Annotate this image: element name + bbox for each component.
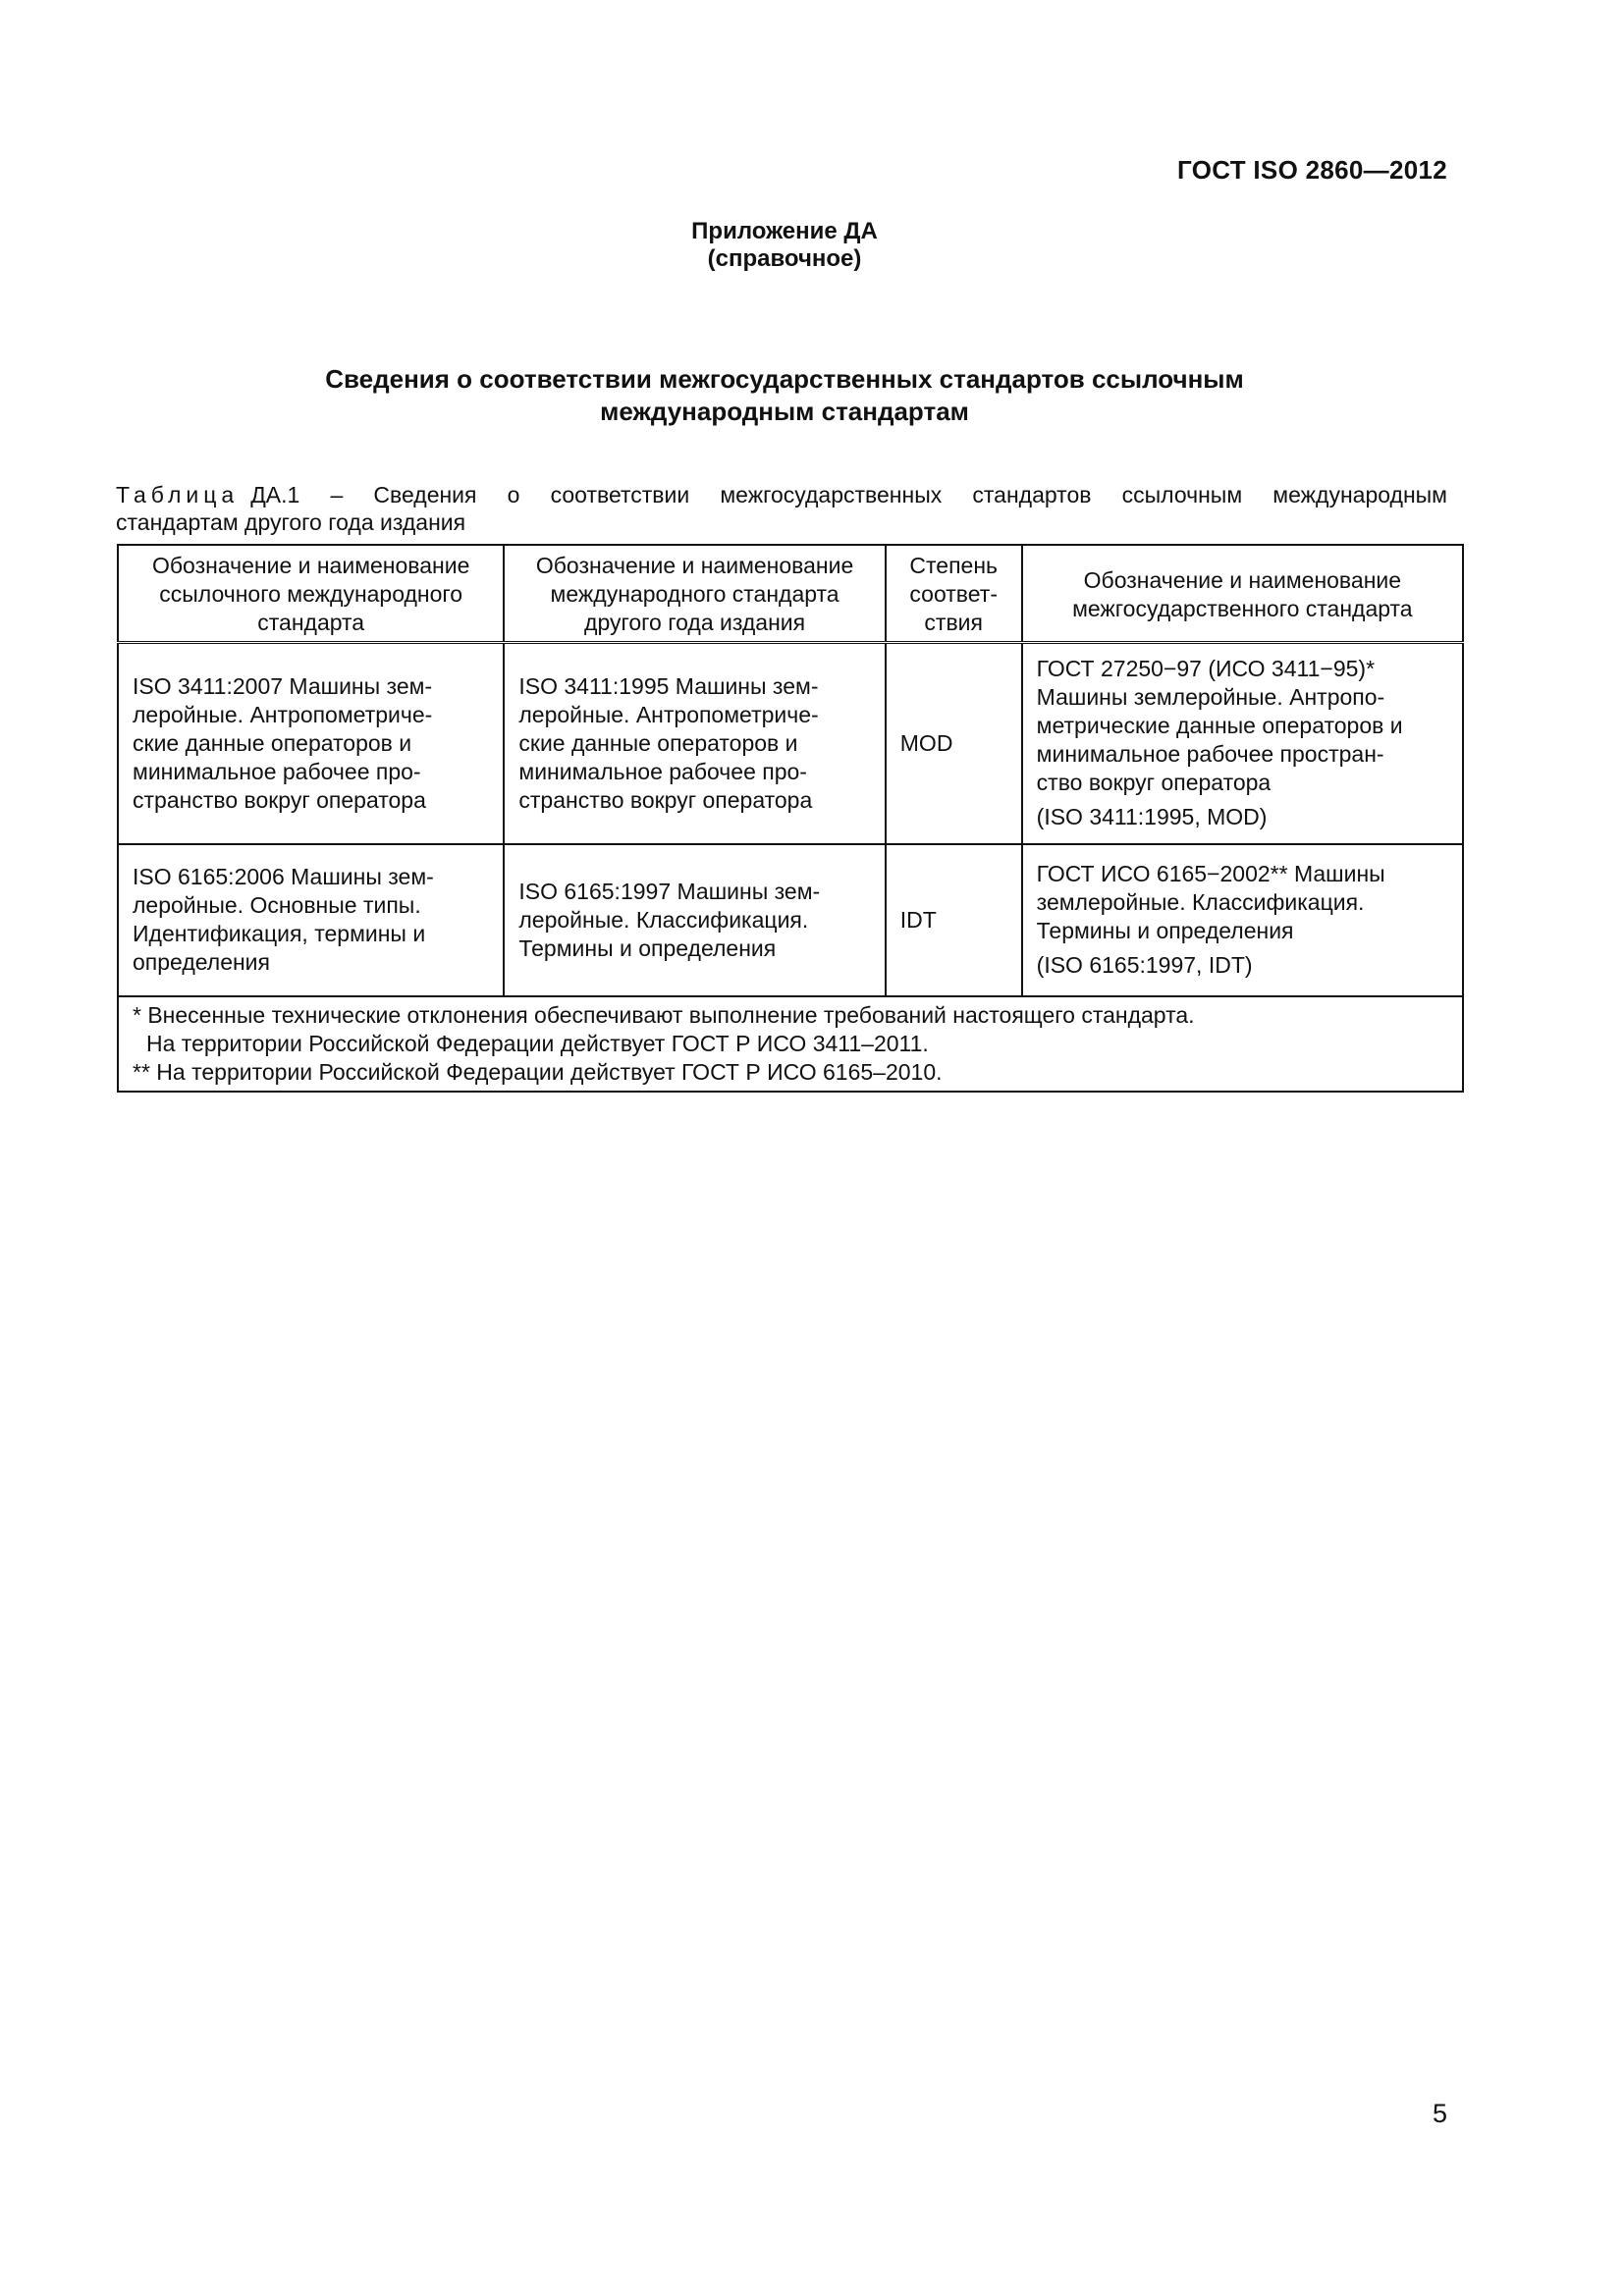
table-caption-line2: стандартам другого года издания — [116, 509, 466, 535]
header-other-year-standard: Обозначение и наименование международного стандарта другого года издания — [504, 545, 885, 643]
header-degree: Степень соответ- ствия — [886, 545, 1022, 643]
footnote-1: * Внесенные технические отклонения обеспечивают выполнение требований настоящего стандарта. — [133, 1001, 1195, 1028]
table-footnotes — [118, 996, 1463, 1092]
annex-label: Приложение ДА — [691, 218, 878, 244]
annex-type: (справочное) — [707, 245, 862, 272]
document-code: ГОСТ ISO 2860—2012 — [1177, 155, 1447, 185]
cell-other-year-standard: ISO 6165:1997 Машины зем- леройные. Классификация. Термины и определения — [504, 844, 885, 996]
correspondence-table — [117, 544, 1464, 1093]
annex-title-line2: международным стандартам — [600, 397, 969, 426]
table-caption-text: ДА.1 – Сведения о соответствии межгосударственных стандартов ссылочным международным — [250, 482, 1447, 507]
table-footnotes-row — [118, 996, 1463, 1092]
header-ref-standard: Обозначение и наименование ссылочного международного стандарта — [118, 545, 504, 643]
footnote-2: ** На территории Российской Федерации действует ГОСТ Р ИСО 6165–2010. — [133, 1058, 943, 1085]
annex-heading — [0, 218, 1569, 273]
cell-other-year-standard: ISO 3411:1995 Машины зем- леройные. Антропометриче- ские данные операторов и минимальное рабочее про- странство вокруг оператора — [504, 643, 885, 844]
cell-interstate-standard: ГОСТ ИСО 6165−2002** Машины землеройные. Классификация. Термины и определения (ISO 6165:1997, IDT) — [1022, 844, 1463, 996]
annex-title — [0, 363, 1569, 428]
cell-ref-standard: ISO 6165:2006 Машины зем- леройные. Основные типы. Идентификация, термины и определения — [118, 844, 504, 996]
cell-degree: IDT — [886, 844, 1022, 996]
header-interstate-standard: Обозначение и наименование межгосударственного стандарта — [1022, 545, 1463, 643]
cell-degree: MOD — [886, 643, 1022, 844]
annex-title-line1: Сведения о соответствии межгосударственных стандартов ссылочным — [325, 364, 1244, 394]
table-header-row — [118, 545, 1463, 643]
table-caption — [116, 481, 1447, 536]
footnote-1-continued: На территории Российской Федерации действует ГОСТ Р ИСО 3411–2011. — [146, 1030, 929, 1056]
cell-interstate-note: (ISO 6165:1997, IDT) — [1036, 952, 1253, 978]
table-row — [118, 844, 1463, 996]
cell-interstate-standard: ГОСТ 27250−97 (ИСО 3411−95)* Машины землеройные. Антропо- метрические данные операторов и минимальное рабочее простран- ство вокруг оператора (ISO 3411:1995, MOD) — [1022, 643, 1463, 844]
cell-ref-standard: ISO 3411:2007 Машины зем- леройные. Антропометриче- ские данные операторов и минимальное рабочее про- странство вокруг оператора — [118, 643, 504, 844]
cell-interstate-note: (ISO 3411:1995, MOD) — [1036, 804, 1268, 830]
page-number: 5 — [1432, 2099, 1447, 2128]
table-row — [118, 643, 1463, 844]
table-caption-word: Таблица — [116, 482, 240, 507]
